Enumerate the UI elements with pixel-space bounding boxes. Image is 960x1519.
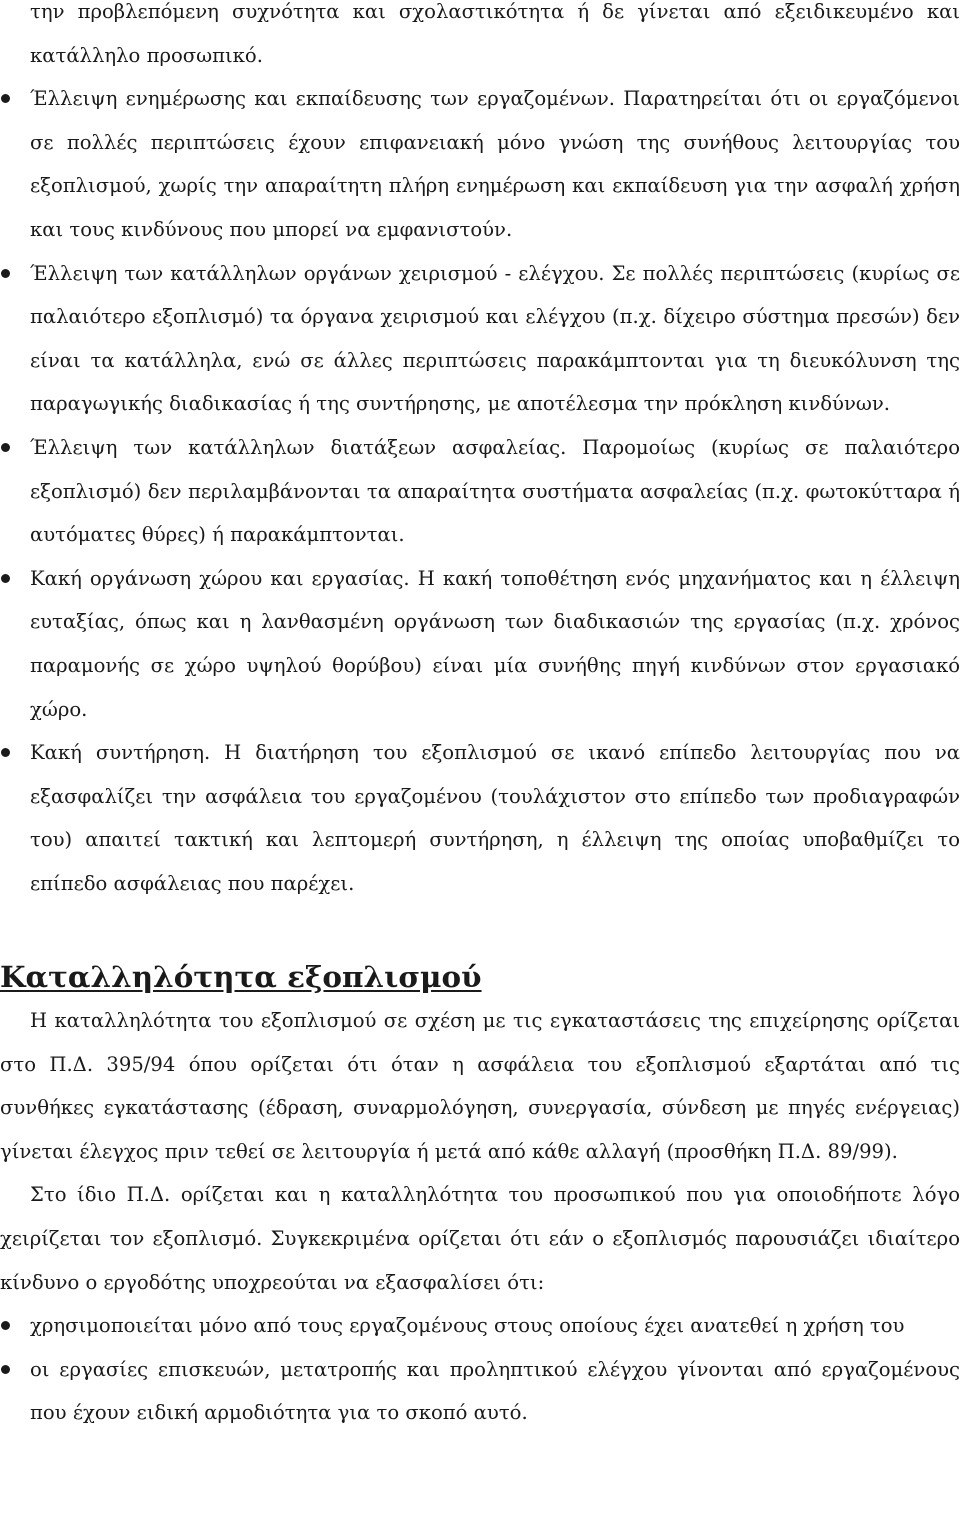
bullet-icon bbox=[1, 1365, 10, 1374]
bullet-icon bbox=[1, 443, 10, 452]
list-item-text: χρησιμοποιείται μόνο από τους εργαζομένους στους οποίους έχει ανατεθεί η χρήση του bbox=[30, 1314, 905, 1338]
list-item-text: Έλλειψη των κατάλληλων οργάνων χειρισμού - ελέγχου. Σε πολλές περιπτώσεις (κυρίως σε παλαιότερο εξοπλισμό) τα όργανα χειρισμού και ελέγχου (π.χ. δίχειρο σύστημα πρεσών) δεν είναι τα κατάλληλα, ενώ σε άλλες περιπτώσεις παρακάμπτονται για τη διευκόλυνση της παραγωγικής διαδικασίας ή της συντήρησης, με αποτέλεσμα την πρόκληση κινδύνων. bbox=[30, 261, 960, 416]
list-item-text: Έλλειψη ενημέρωσης και εκπαίδευσης των εργαζομένων. Παρατηρείται ότι οι εργαζόμενοι σε πολλές περιπτώσεις έχουν επιφανειακή μόνο γνώση της συνήθους λειτουργίας του εξοπλισμού, χωρίς την απαραίτητη πλήρη ενημέρωση και εκπαίδευση για την ασφαλή χρήση και τους κινδύνους που μπορεί να εμφανιστούν. bbox=[30, 87, 960, 241]
list-item bbox=[0, 252, 960, 426]
list-item bbox=[0, 77, 960, 251]
risk-bullet-list bbox=[0, 77, 960, 905]
obligation-bullet-list bbox=[0, 1304, 960, 1435]
list-item-text: Έλλειψη των κατάλληλων διατάξεων ασφαλείας. Παρομοίως (κυρίως σε παλαιότερο εξοπλισμό) δεν περιλαμβάνονται τα απαραίτητα συστήματα ασφαλείας (π.χ. φωτοκύτταρα ή αυτόματες θύρες) ή παρακάμπτονται. bbox=[30, 435, 960, 547]
bullet-icon bbox=[1, 1321, 10, 1330]
list-item-text: οι εργασίες επισκευών, μετατροπής και προληπτικού ελέγχου γίνονται από εργαζομένους που έχουν ειδική αρμοδιότητα για το σκοπό αυτό. bbox=[30, 1357, 960, 1425]
paragraph: Στο ίδιο Π.Δ. ορίζεται και η καταλληλότητα του προσωπικού που για οποιοδήποτε λόγο χειρίζεται τον εξοπλισμό. Συγκεκριμένα ορίζεται ότι εάν ο εξοπλισμός παρουσιάζει ιδιαίτερο κίνδυνο ο εργοδότης υποχρεούται να εξασφαλίσει ότι: bbox=[0, 1183, 960, 1294]
section-heading: Καταλληλότητα εξοπλισμού bbox=[0, 959, 482, 995]
list-item bbox=[0, 426, 960, 557]
list-item bbox=[0, 731, 960, 905]
list-item-text: Κακή συντήρηση. Η διατήρηση του εξοπλισμού σε ικανό επίπεδο λειτουργίας που να εξασφαλίζει την ασφάλεια του εργαζομένου (τουλάχιστον στο επίπεδο των προδιαγραφών του) απαιτεί τακτική και λεπτομερή συντήρηση, η έλλειψη της οποίας υποβαθμίζει το επίπεδο ασφάλειας που παρέχει. bbox=[30, 741, 960, 895]
list-item bbox=[0, 1304, 960, 1348]
paragraph: Η καταλληλότητα του εξοπλισμού σε σχέση με τις εγκαταστάσεις της επιχείρησης ορίζεται στο Π.Δ. 395/94 όπου ορίζεται ότι όταν η ασφάλεια του εξοπλισμού εξαρτάται από τις συνθήκες εγκατάστασης (έδραση, συναρμολόγηση, συνεργασία, σύνδεση με πηγές ενέργειας) γίνεται έλεγχος πριν τεθεί σε λειτουργία ή μετά από κάθε αλλαγή (προσθήκη Π.Δ. 89/99). bbox=[0, 1009, 960, 1163]
list-item bbox=[0, 1348, 960, 1435]
bullet-icon bbox=[1, 94, 10, 103]
bullet-icon bbox=[1, 574, 10, 583]
bullet-icon bbox=[1, 269, 10, 278]
continuation-text: την προβλεπόμενη συχνότητα και σχολαστικότητα ή δε γίνεται από εξειδικευμένο και κατάλληλο προσωπικό. bbox=[30, 0, 960, 67]
list-item-text: Κακή οργάνωση χώρου και εργασίας. Η κακή τοποθέτηση ενός μηχανήματος και η έλλειψη ευταξίας, όπως και η λανθασμένη οργάνωση των διαδικασιών της εργασίας (π.χ. χρόνος παραμονής σε χώρο υψηλού θορύβου) είναι μία συνήθης πηγή κινδύνων στον εργασιακό χώρο. bbox=[30, 566, 960, 721]
list-item bbox=[0, 557, 960, 731]
bullet-icon bbox=[1, 748, 10, 757]
